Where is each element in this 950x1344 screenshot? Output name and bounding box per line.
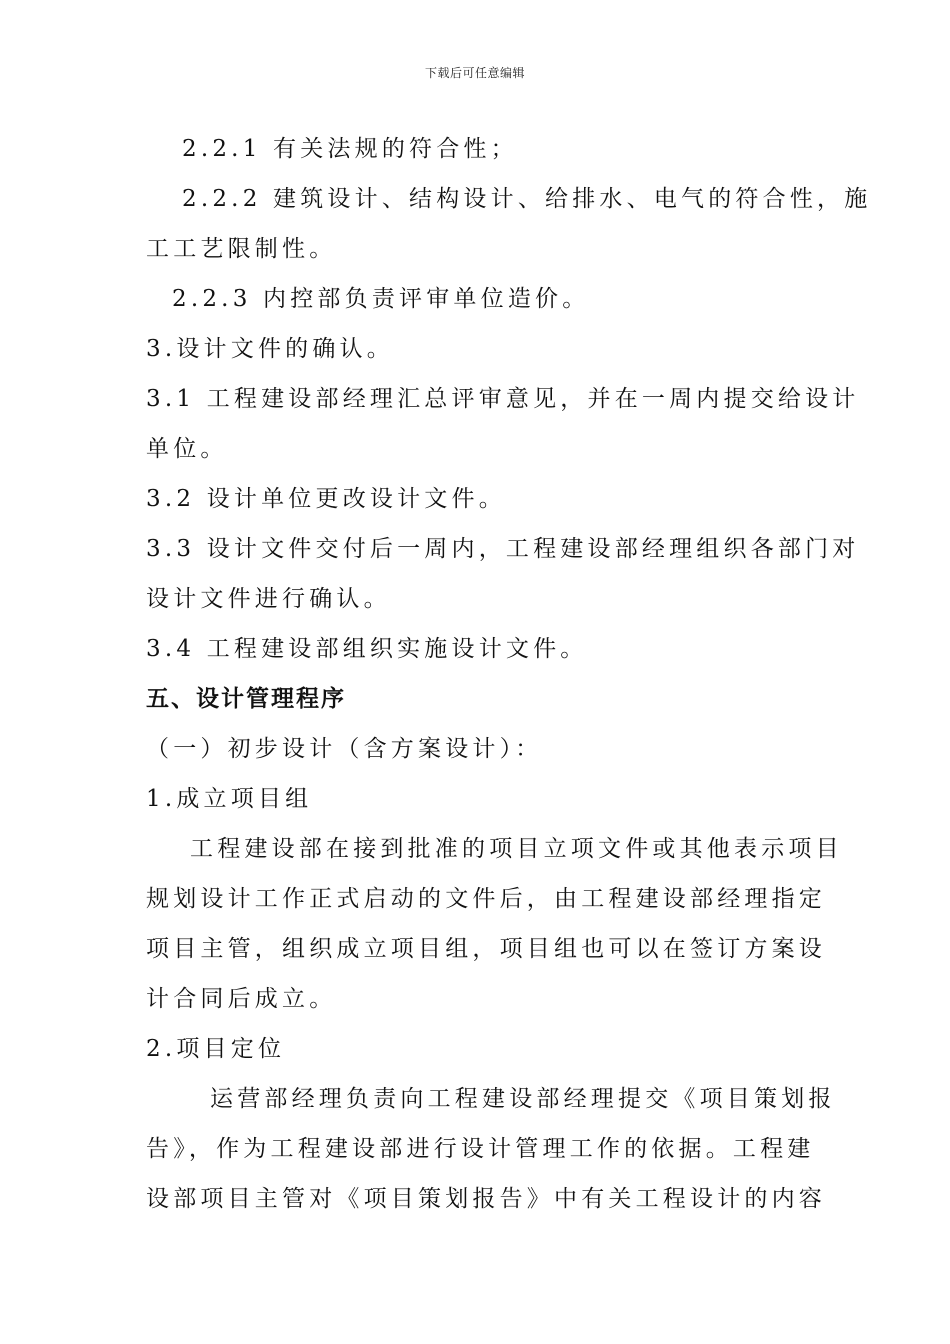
clause-3: 3.设计文件的确认。 <box>146 336 394 362</box>
subsection-heading-1: （一）初步设计（含方案设计）： <box>146 736 543 762</box>
clause-3-2: 3.2 设计单位更改设计文件。 <box>146 486 506 512</box>
item-2-paragraph-line-3: 设部项目主管对《项目策划报告》中有关工程设计的内容 <box>146 1186 826 1212</box>
item-2-paragraph-line-1: 运营部经理负责向工程建设部经理提交《项目策划报 <box>210 1086 836 1112</box>
item-2-paragraph-line-2: 告》，作为工程建设部进行设计管理工作的依据。工程建 <box>146 1136 815 1162</box>
clause-2-2-2: 2.2.2 建筑设计、结构设计、给排水、电气的符合性，施 <box>182 186 872 212</box>
item-1-title: 1.成立项目组 <box>146 786 313 812</box>
item-1-paragraph-line-2: 规划设计工作正式启动的文件后，由工程建设部经理指定 <box>146 886 826 912</box>
clause-2-2-3: 2.2.3 内控部负责评审单位造价。 <box>172 286 590 312</box>
item-1-paragraph-line-3: 项目主管，组织成立项目组，项目组也可以在签订方案设 <box>146 936 826 962</box>
item-2-title: 2.项目定位 <box>146 1036 286 1062</box>
clause-3-4: 3.4 工程建设部组织实施设计文件。 <box>146 636 588 662</box>
section-heading-5: 五、设计管理程序 <box>146 686 346 712</box>
clause-3-1-cont: 单位。 <box>146 436 228 462</box>
clause-2-2-2-cont: 工工艺限制性。 <box>146 236 337 262</box>
item-1-paragraph-line-4: 计合同后成立。 <box>146 986 337 1012</box>
clause-3-3-cont: 设计文件进行确认。 <box>146 586 391 612</box>
item-1-paragraph-line-1: 工程建设部在接到批准的项目立项文件或其他表示项目 <box>190 836 843 862</box>
page-header-note: 下载后可任意编辑 <box>424 66 525 80</box>
clause-3-3: 3.3 设计文件交付后一周内，工程建设部经理组织各部门对 <box>146 536 860 562</box>
clause-3-1: 3.1 工程建设部经理汇总评审意见，并在一周内提交给设计 <box>146 386 860 412</box>
clause-2-2-1: 2.2.1 有关法规的符合性； <box>182 136 518 162</box>
